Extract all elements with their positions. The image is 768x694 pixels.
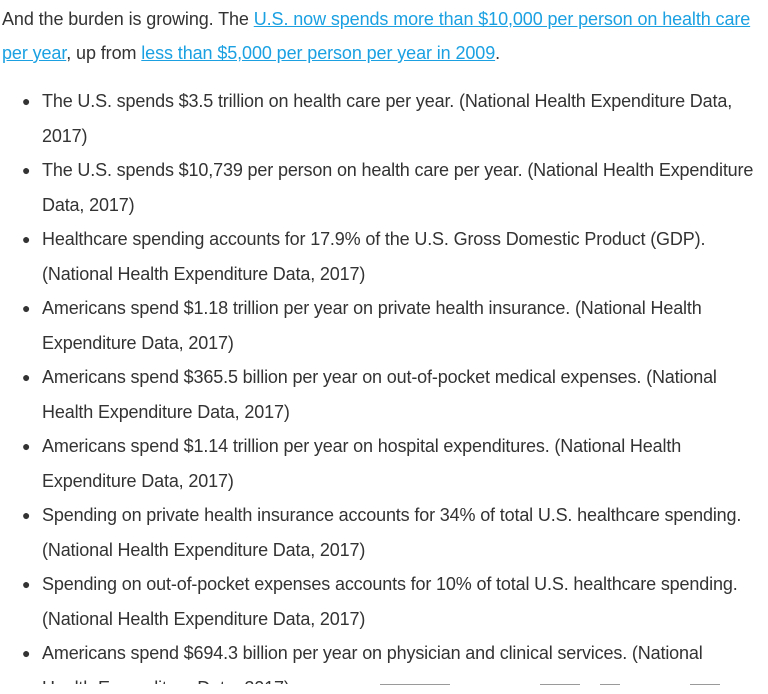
cropped-bottom-edge — [0, 684, 768, 694]
list-item-text: Spending on private health insurance accounts for 34% of total U.S. healthcare spending. (National Health Expenditure Data, 2017) — [42, 505, 742, 560]
list-item — [20, 429, 756, 498]
bullet-icon: ● — [22, 507, 31, 523]
list-item-text: Spending on out-of-pocket expenses accounts for 10% of total U.S. healthcare spending. (National Health Expenditure Data, 2017) — [42, 574, 738, 629]
list-item-text: Americans spend $1.14 trillion per year on hospital expenditures. (National Health Expenditure Data, 2017) — [42, 436, 682, 491]
list-item-text: The U.S. spends $3.5 trillion on health care per year. (National Health Expenditure Data, 2017) — [42, 91, 733, 146]
cropped-text-fragment — [380, 684, 450, 688]
list-item — [20, 222, 756, 291]
intro-middle: , up from — [66, 43, 142, 63]
bullet-icon: ● — [22, 300, 31, 316]
list-item — [20, 360, 756, 429]
link-spending-2009[interactable]: less than $5,000 per person per year in 2009 — [141, 43, 496, 63]
bullet-icon: ● — [22, 162, 31, 178]
intro-prefix: And the burden is growing. The — [2, 9, 254, 29]
bullet-icon: ● — [22, 93, 31, 109]
list-item-text: Americans spend $365.5 billion per year on out-of-pocket medical expenses. (National Health Expenditure Data, 2017) — [42, 367, 717, 422]
list-item-text: Healthcare spending accounts for 17.9% of the U.S. Gross Domestic Product (GDP). (National Health Expenditure Data, 2017) — [42, 229, 706, 284]
cropped-text-fragment — [690, 684, 720, 688]
cropped-text-fragment — [600, 684, 620, 688]
intro-suffix: . — [495, 43, 501, 63]
list-item-text: The U.S. spends $10,739 per person on health care per year. (National Health Expenditure Data, 2017) — [42, 160, 754, 215]
bullet-icon: ● — [22, 369, 31, 385]
cropped-text-fragment — [540, 684, 580, 688]
article-body — [2, 2, 764, 70]
bullet-icon: ● — [22, 438, 31, 454]
intro-paragraph — [2, 2, 764, 70]
list-item — [20, 567, 756, 636]
list-item-text: Americans spend $1.18 trillion per year on private health insurance. (National Health Expenditure Data, 2017) — [42, 298, 702, 353]
list-item — [20, 84, 756, 153]
list-item — [20, 498, 756, 567]
list-item — [20, 153, 756, 222]
stats-list — [20, 84, 756, 694]
bullet-icon: ● — [22, 645, 31, 661]
bullet-icon: ● — [22, 576, 31, 592]
bullet-icon: ● — [22, 231, 31, 247]
link-spending-per-person[interactable]: U.S. now spends more than $10,000 per person on health care per year — [2, 9, 751, 63]
list-item-text: Americans spend $694.3 billion per year on physician and clinical services. (National — [42, 643, 703, 663]
list-item — [20, 291, 756, 360]
